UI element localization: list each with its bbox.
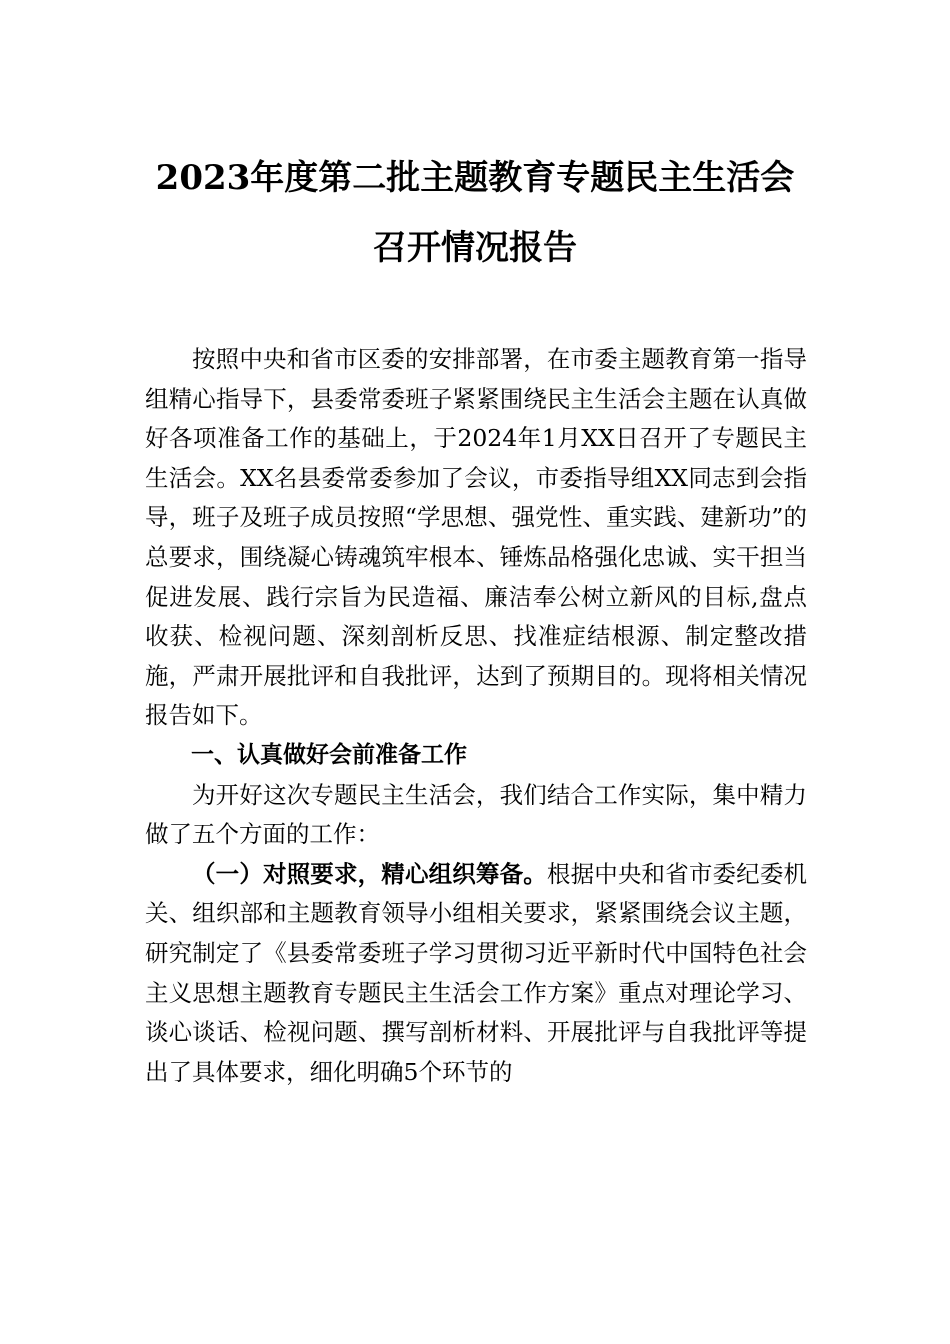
section1-intro-paragraph: 为开好这次专题民主生活会，我们结合工作实际，集中精力做了五个方面的工作： [145, 780, 807, 849]
document-title-line2: 召开情况报告 [373, 228, 577, 268]
document-title-line1: 2023年度第二批主题教育专题民主生活会 [155, 158, 795, 198]
document-body [145, 340, 807, 1092]
item1-lead: （一）对照要求，精心组织筹备。 [192, 859, 547, 888]
item1-text: 根据中央和省市委纪委机关、组织部和主题教育领导小组相关要求，紧紧围绕会议主题，研究制定了《县委常委班子学习贯彻习近平新时代中国特色社会主义思想主题教育专题民主生活会工作方案》重点对理论学习、谈心谈话、检视问题、撰写剖析材料、开展批评与自我批评等提出了具体要求，细化明确5个环节的 [145, 859, 808, 1086]
intro-paragraph: 按照中央和省市区委的安排部署，在市委主题教育第一指导组精心指导下，县委常委班子紧紧围绕民主生活会主题在认真做好各项准备工作的基础上，于2024年1月XX日召开了专题民主生活会。XX名县委常委参加了会议，市委指导组XX同志到会指导，班子及班子成员按照“学思想、强党性、重实践、建新功”的总要求，围绕凝心铸魂筑牢根本、锤炼品格强化忠诚、实干担当促进发展、践行宗旨为民造福、廉洁奉公树立新风的目标,盘点收获、检视问题、深刻剖析反思、找准症结根源、制定整改措施，严肃开展批评和自我批评，达到了预期目的。现将相关情况报告如下。 [145, 345, 807, 730]
section-heading-1: 一、认真做好会前准备工作 [191, 741, 467, 768]
item1-paragraph [145, 855, 807, 1093]
